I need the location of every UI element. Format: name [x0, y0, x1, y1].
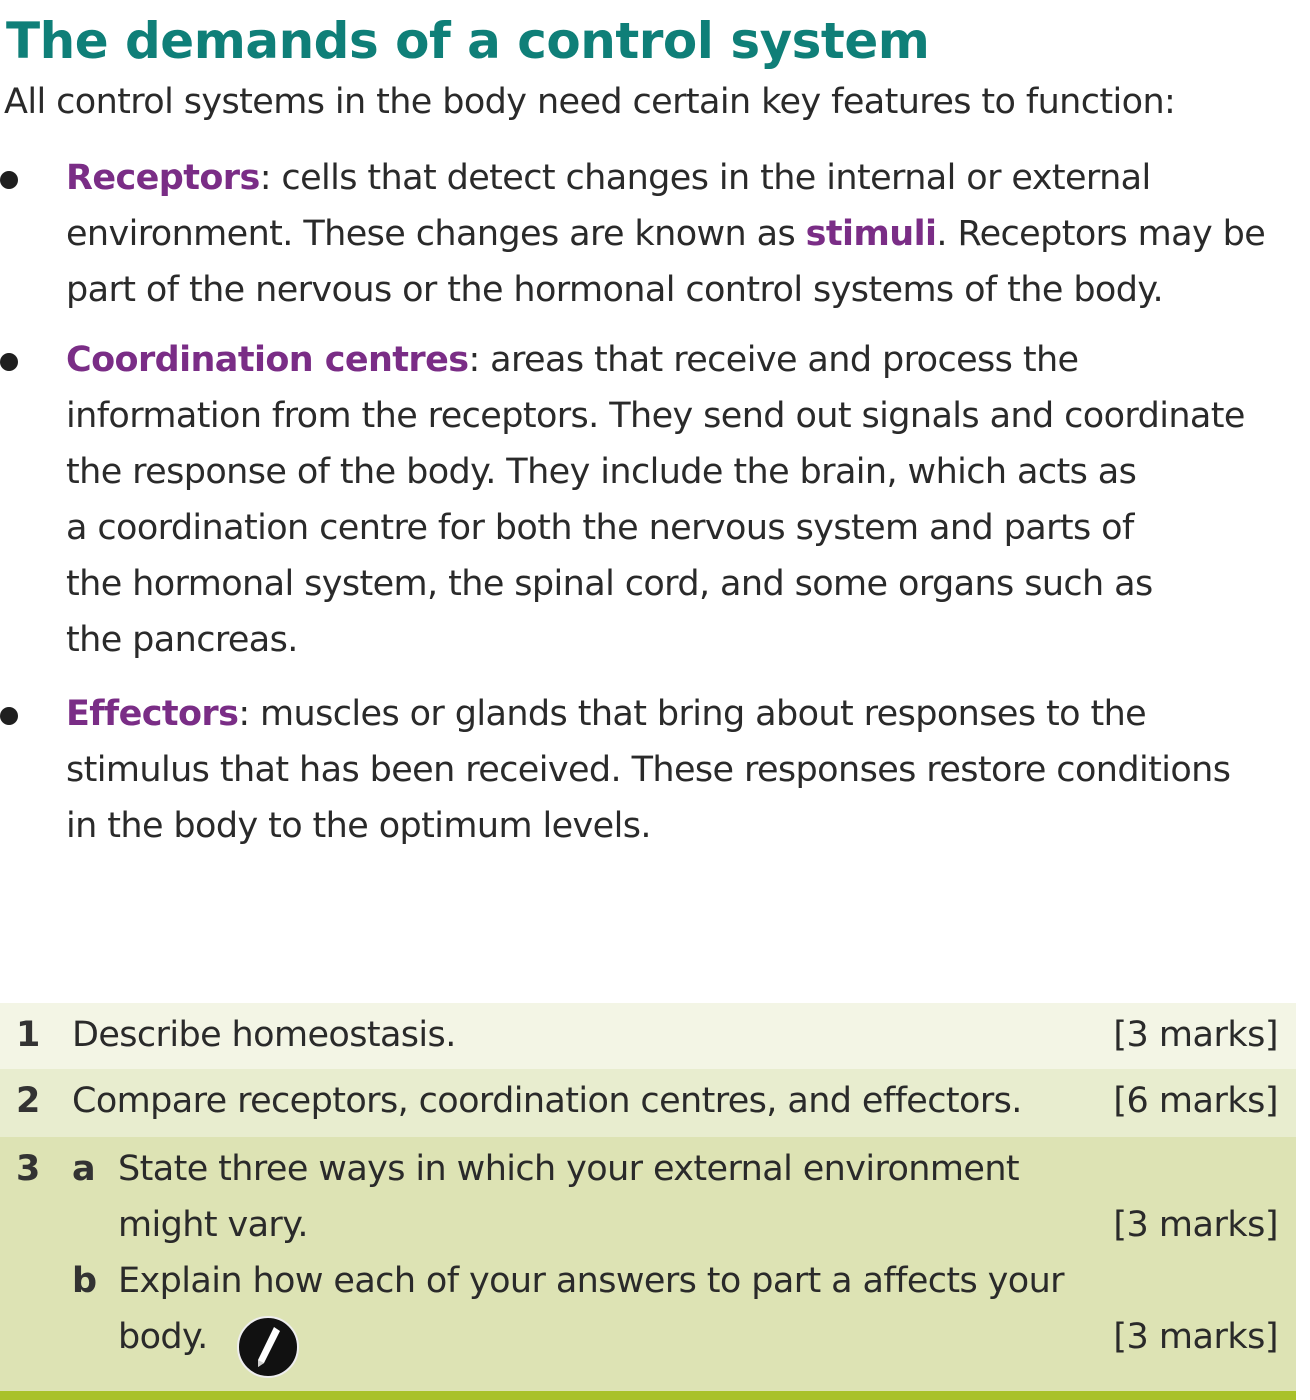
bullet-line: stimulus that has been received. These responses restore conditions [66, 750, 1231, 790]
bullet-dot [0, 353, 18, 371]
pencil-icon [236, 1315, 300, 1379]
bullet-line: part of the nervous or the hormonal control systems of the body. [66, 270, 1164, 310]
term-receptors: Receptors [66, 158, 260, 198]
question-number: 1 [16, 1015, 41, 1055]
bullet-dot [0, 707, 18, 725]
bullet-line: . Receptors may be [936, 214, 1266, 254]
bullet-text [66, 686, 1296, 854]
bullet-line: : muscles or glands that bring about responses to the [238, 694, 1147, 734]
question-part-letter: b [72, 1261, 98, 1301]
question-number: 3 [16, 1149, 41, 1189]
question-text: Describe homeostasis. [72, 1015, 456, 1055]
question-marks: [3 marks] [1113, 1015, 1278, 1055]
bullet-text [66, 332, 1296, 668]
question-part-text: Explain how each of your answers to part a affects your [118, 1261, 1064, 1301]
question-text: Compare receptors, coordination centres, and effectors. [72, 1081, 1022, 1121]
question-marks: [6 marks] [1113, 1081, 1278, 1121]
bullet-line: the response of the body. They include the brain, which acts as [66, 452, 1137, 492]
questions-box [0, 1003, 1296, 1400]
question-part-text: State three ways in which your external environment [118, 1149, 1020, 1189]
bullet-dot [0, 171, 18, 189]
bullet-line: the pancreas. [66, 620, 298, 660]
intro-text: All control systems in the body need certain key features to function: [4, 82, 1176, 122]
bullet-line: information from the receptors. They send out signals and coordinate [66, 396, 1245, 436]
bullet-line: : cells that detect changes in the internal or external [259, 158, 1151, 198]
bullet-line: environment. These changes are known as [66, 214, 806, 254]
bullet-line: in the body to the optimum levels. [66, 806, 651, 846]
question-marks: [3 marks] [1113, 1205, 1278, 1245]
bullet-text [66, 150, 1296, 318]
question-row-1 [0, 1003, 1296, 1069]
bullet-line: the hormonal system, the spinal cord, and some organs such as [66, 564, 1153, 604]
question-part-text: body. [118, 1317, 208, 1357]
term-stimuli: stimuli [805, 214, 937, 254]
term-coordination-centres: Coordination centres [66, 340, 469, 380]
question-row-3 [0, 1137, 1296, 1391]
question-marks: [3 marks] [1113, 1317, 1278, 1357]
question-part-letter: a [72, 1149, 96, 1189]
question-number: 2 [16, 1081, 41, 1121]
question-part-text: might vary. [118, 1205, 308, 1245]
term-effectors: Effectors [66, 694, 239, 734]
bullet-line: a coordination centre for both the nervous system and parts of [66, 508, 1134, 548]
bullet-line: : areas that receive and process the [468, 340, 1079, 380]
accent-bar [0, 1391, 1296, 1400]
page-title: The demands of a control system [6, 12, 930, 70]
question-row-2 [0, 1069, 1296, 1137]
